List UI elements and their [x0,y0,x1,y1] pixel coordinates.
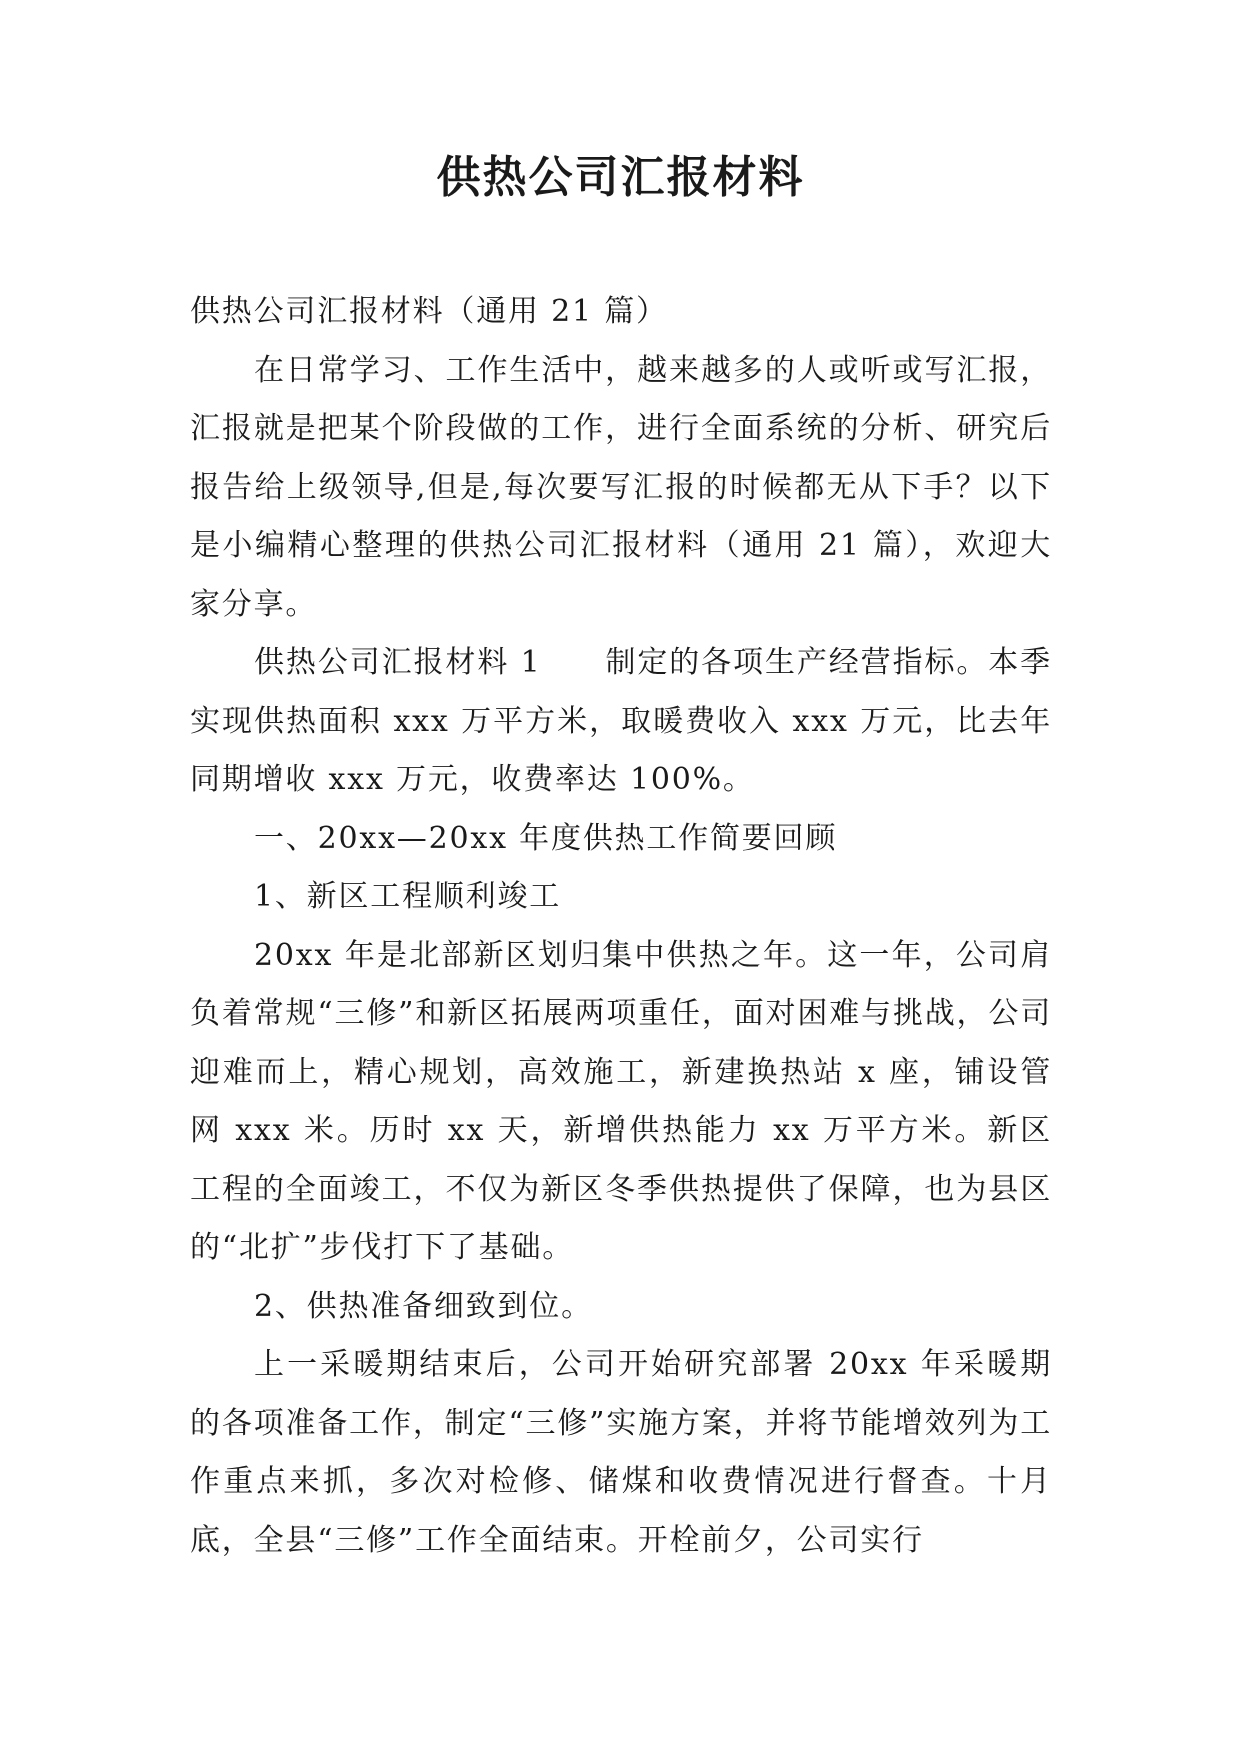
document-body [190,283,1052,1570]
section-heading: 一、20xx—20xx 年度供热工作简要回顾 [254,820,838,856]
subsection-1-paragraph: 20xx 年是北部新区划归集中供热之年。这一年，公司肩负着常规“三修”和新区拓展两项重任，面对困难与挑战，公司迎难而上，精心规划，高效施工，新建换热站 x 座，铺设管网 xxx 米。历时 xx 天，新增供热能力 xx 万平方米。新区工程的全面竣工，不仅为新区冬季供热提供了保障，也为县区的“北扩”步伐打下了基础。 [190,937,1052,1265]
subsection-heading-1: 1、新区工程顺利竣工 [254,879,562,914]
intro-paragraph: 在日常学习、工作生活中，越来越多的人或听或写汇报，汇报就是把某个阶段做的工作，进行全面系统的分析、研究后报告给上级领导,但是,每次要写汇报的时候都无从下手？以下是小编精心整理的供热公司汇报材料（通用 21 篇），欢迎大家分享。 [190,352,1052,622]
report-1-paragraph: 供热公司汇报材料 1 制定的各项生产经营指标。本季实现供热面积 xxx 万平方米，取暖费收入 xxx 万元，比去年同期增收 xxx 万元，收费率达 100%。 [190,645,1052,797]
subsection-heading-2: 2、供热准备细致到位。 [254,1288,593,1324]
document-title: 供热公司汇报材料 [436,152,805,203]
subtitle-paragraph: 供热公司汇报材料（通用 21 篇） [190,294,668,329]
subsection-2-paragraph: 上一采暖期结束后，公司开始研究部署 20xx 年采暖期的各项准备工作，制定“三修”实施方案，并将节能增效列为工作重点来抓，多次对检修、储煤和收费情况进行督查。十月底，全县“三修”工作全面结束。开栓前夕，公司实行 [190,1347,1052,1558]
